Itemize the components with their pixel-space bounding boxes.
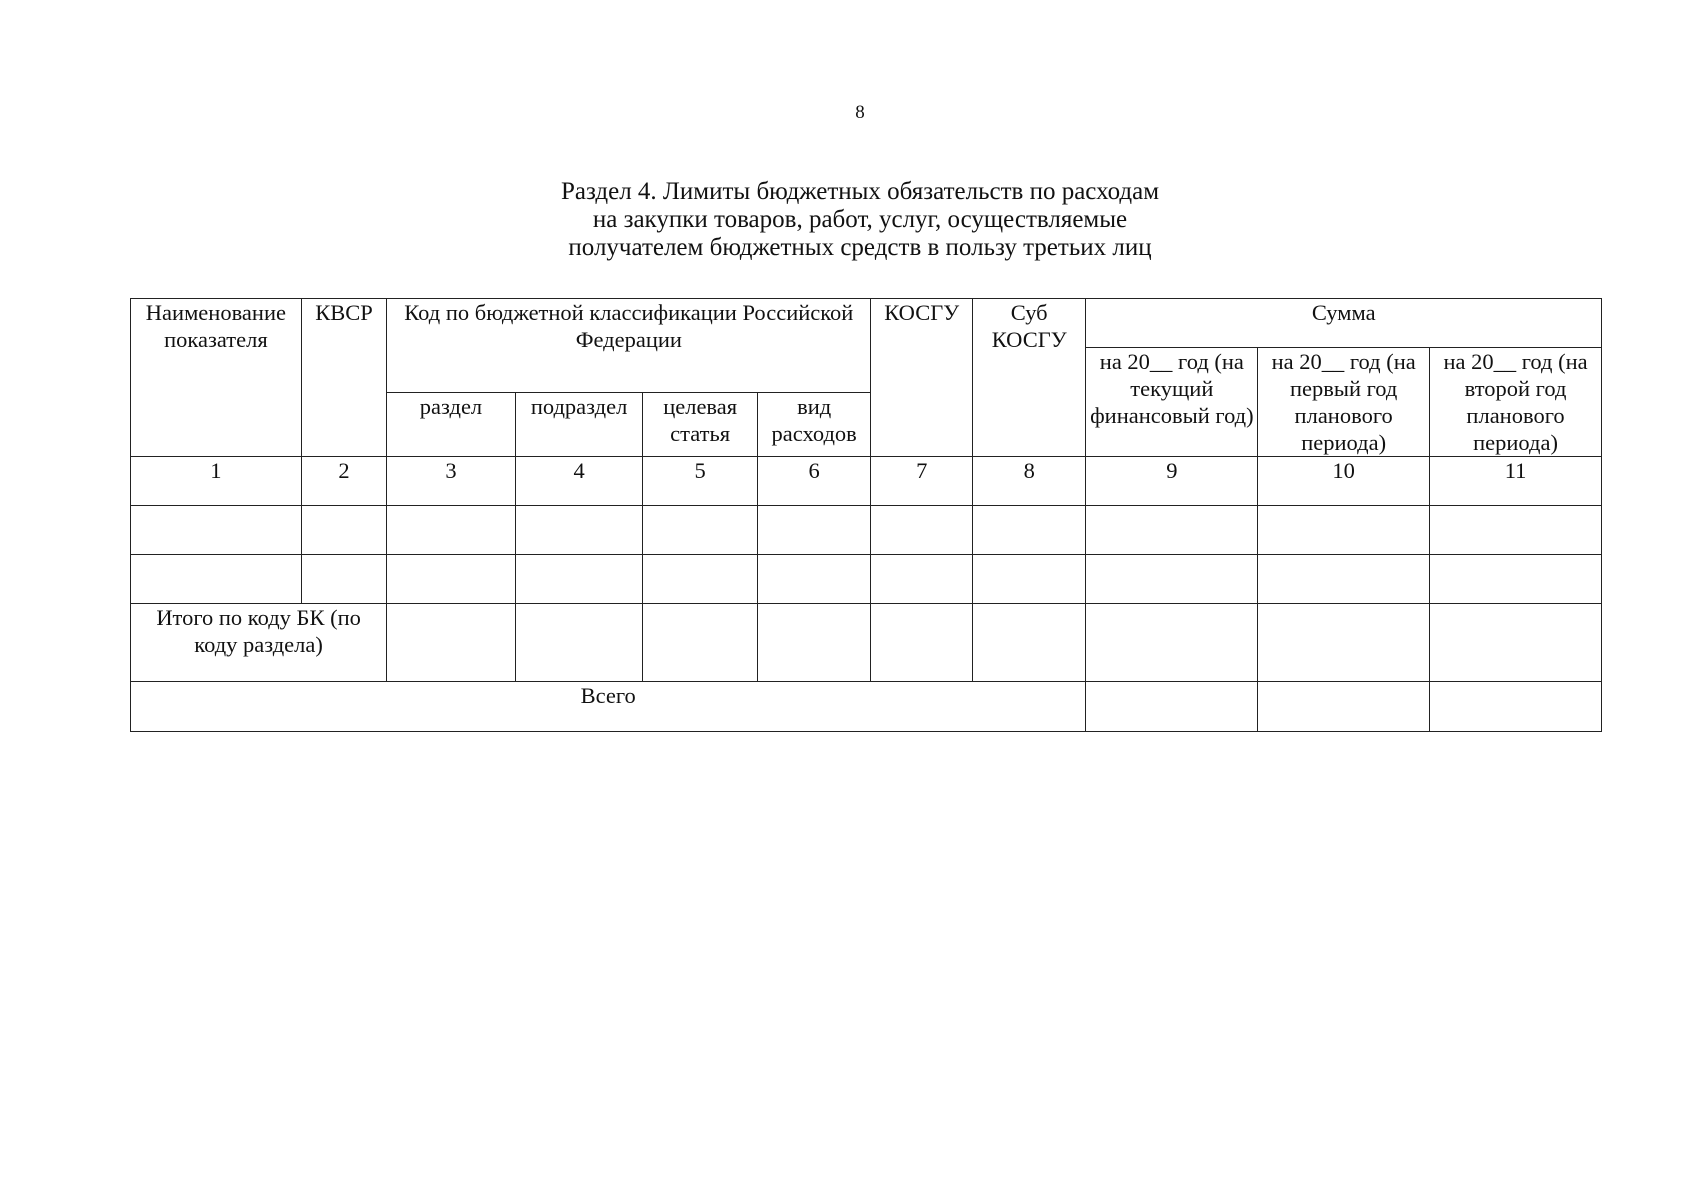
column-number: 3	[387, 457, 516, 506]
table-cell	[1086, 506, 1258, 555]
table-cell	[757, 604, 871, 682]
table-cell	[1430, 604, 1602, 682]
table-cell	[1086, 682, 1258, 732]
table-cell	[131, 555, 302, 604]
header-code-group: Код по бюджетной классификации Российской Федерации	[387, 299, 871, 393]
grand-total-label: Всего	[131, 682, 1086, 732]
header-celevaya: целевая статья	[643, 393, 758, 457]
column-number: 9	[1086, 457, 1258, 506]
table-cell	[1258, 555, 1430, 604]
column-number: 8	[972, 457, 1086, 506]
table-cell	[1430, 682, 1602, 732]
column-number: 1	[131, 457, 302, 506]
table-row	[131, 555, 1602, 604]
header-name: Наименование показателя	[131, 299, 302, 457]
column-number-row	[131, 457, 1602, 506]
table-cell	[301, 555, 386, 604]
table-cell	[1086, 604, 1258, 682]
header-razdel: раздел	[387, 393, 516, 457]
table-cell	[643, 506, 758, 555]
table-cell	[643, 604, 758, 682]
table-cell	[1430, 555, 1602, 604]
column-number: 10	[1258, 457, 1430, 506]
table-cell	[871, 506, 972, 555]
section-title-line-2: на закупки товаров, работ, услуг, осуществляемые	[592, 206, 1128, 233]
grand-total-row	[131, 682, 1602, 732]
header-vid: вид расходов	[757, 393, 871, 457]
table-cell	[1258, 604, 1430, 682]
header-kosgu: КОСГУ	[871, 299, 972, 457]
table-cell	[1258, 506, 1430, 555]
section-title-line-1: Раздел 4. Лимиты бюджетных обязательств по расходам	[560, 178, 1160, 205]
section-title	[0, 178, 1698, 262]
header-kvsr: КВСР	[301, 299, 386, 457]
header-subkosgu: Суб КОСГУ	[972, 299, 1086, 457]
table-cell	[972, 604, 1086, 682]
table-cell	[515, 555, 643, 604]
total-by-code-label: Итого по коду БК (по коду раздела)	[131, 604, 387, 682]
page-number: 8	[855, 102, 865, 123]
table-cell	[515, 506, 643, 555]
table-cell	[387, 555, 516, 604]
header-podrazdel: подраздел	[515, 393, 643, 457]
table-cell	[643, 555, 758, 604]
column-number: 4	[515, 457, 643, 506]
table-cell	[871, 555, 972, 604]
column-number: 5	[643, 457, 758, 506]
column-number: 6	[757, 457, 871, 506]
table-cell	[972, 506, 1086, 555]
table-cell	[1086, 555, 1258, 604]
table-row	[131, 506, 1602, 555]
header-year-current: на 20__ год (на текущий финансовый год)	[1086, 348, 1258, 457]
table-cell	[1430, 506, 1602, 555]
table-cell	[1258, 682, 1430, 732]
total-by-code-row	[131, 604, 1602, 682]
table-cell	[757, 555, 871, 604]
table-cell	[515, 604, 643, 682]
header-year-first-plan: на 20__ год (на первый год планового периода)	[1258, 348, 1430, 457]
header-year-second-plan: на 20__ год (на второй год планового периода)	[1430, 348, 1602, 457]
budget-limits-table	[130, 298, 1602, 732]
column-number: 7	[871, 457, 972, 506]
table-cell	[757, 506, 871, 555]
column-number: 2	[301, 457, 386, 506]
table-cell	[387, 604, 516, 682]
table-cell	[871, 604, 972, 682]
column-number: 11	[1430, 457, 1602, 506]
table-cell	[387, 506, 516, 555]
section-title-line-3: получателем бюджетных средств в пользу третьих лиц	[568, 234, 1152, 261]
table-cell	[972, 555, 1086, 604]
table-cell	[301, 506, 386, 555]
table-cell	[131, 506, 302, 555]
header-summa: Сумма	[1086, 299, 1602, 348]
